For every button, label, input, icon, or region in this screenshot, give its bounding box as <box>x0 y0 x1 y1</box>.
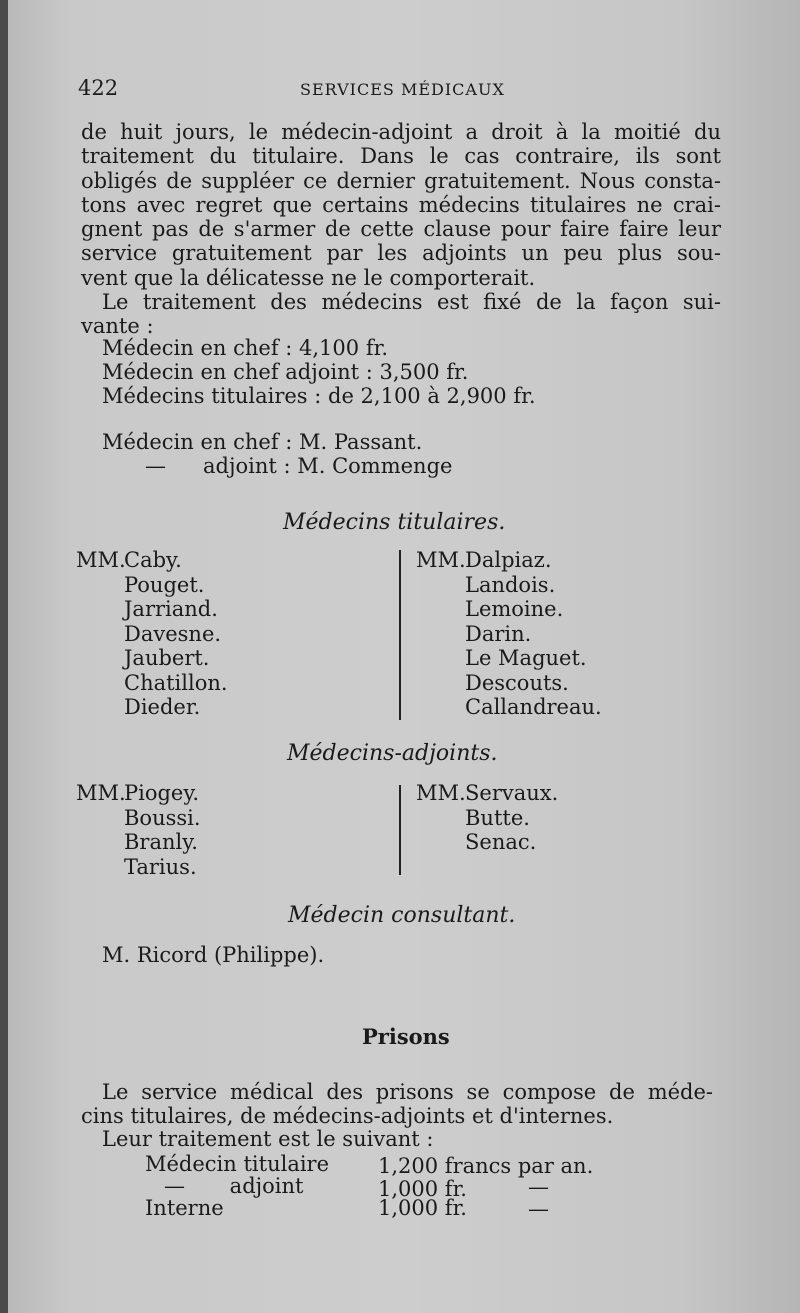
section-heading-consultant: Médecin consultant. <box>288 903 516 928</box>
name-entry: Jaubert. <box>124 646 210 670</box>
chief-line: Médecin en chef : M. Passant. <box>102 430 423 454</box>
text-line: de huit jours, le médecin-adjoint a droit à la moitié du <box>81 120 721 144</box>
name-entry: Tarius. <box>124 854 197 879</box>
salary-amount: 1,200 francs par an. <box>378 1154 594 1178</box>
text-line: service gratuitement par les adjoints un peu plus sou- <box>81 241 721 266</box>
text-line: gnent pas de s'armer de cette clause pour faire faire leur <box>81 217 721 242</box>
name-entry: Piogey. <box>124 781 200 805</box>
name-entry: Branly. <box>124 830 198 854</box>
book-spine-shadow <box>0 0 8 1313</box>
name-entry: Le Maguet. <box>465 646 587 670</box>
name-entry: Jarriand. <box>124 597 218 621</box>
name-entry: Butte. <box>465 805 530 830</box>
name-entry: Dalpiaz. <box>465 548 552 572</box>
text-line: Le service médical des prisons se compose de méde- <box>102 1080 713 1104</box>
text-line: traitement du titulaire. Dans le cas contraire, ils sont <box>81 144 721 169</box>
name-entry: Senac. <box>465 830 537 854</box>
name-entry: Descouts. <box>465 670 569 695</box>
salary-amount: 1,000 fr. <box>378 1196 467 1220</box>
text-line: Le traitement des médecins est fixé de la façon sui- <box>102 290 721 314</box>
name-entry: Chatillon. <box>124 670 228 695</box>
ditto-dash: — <box>528 1175 549 1199</box>
text-line: vent que la délicatesse ne le comporterait. <box>81 265 536 290</box>
ditto-dash: — <box>145 454 166 478</box>
prisons-salary-intro: Leur traitement est le suivant : <box>102 1127 434 1151</box>
column-divider <box>399 785 401 875</box>
text-line: vante : <box>81 314 154 339</box>
consultant-name: M. Ricord (Philippe). <box>102 943 325 967</box>
adjoint-chief-line: adjoint : M. Commenge <box>203 454 453 478</box>
name-entry: Boussi. <box>124 805 201 830</box>
section-heading-titulaires: Médecins titulaires. <box>283 510 506 535</box>
titulaires-prefix-right: MM. <box>416 548 466 572</box>
salary-label: Interne <box>145 1196 224 1220</box>
text-line: tons avec regret que certains médecins titulaires ne crai- <box>81 192 721 217</box>
section-heading-prisons: Prisons <box>362 1024 450 1049</box>
prisons-paragraph <box>81 1080 713 1129</box>
adjoints-prefix-left: MM. <box>76 781 126 805</box>
salary-line: Médecin en chef adjoint : 3,500 fr. <box>102 360 469 384</box>
column-divider <box>399 550 401 720</box>
name-entry: Caby. <box>124 548 182 572</box>
text-line: obligés de suppléer ce dernier gratuitement. Nous consta- <box>81 168 721 193</box>
salary-line: Médecin en chef : 4,100 fr. <box>102 336 388 360</box>
adjoints-left-column <box>124 781 201 879</box>
intro-paragraph <box>81 120 721 290</box>
section-heading-adjoints: Médecins-adjoints. <box>287 741 498 766</box>
name-entry: Landois. <box>465 572 556 597</box>
name-entry: Darin. <box>465 621 532 646</box>
ditto-dash: — <box>528 1197 549 1221</box>
salary-line: Médecins titulaires : de 2,100 à 2,900 fr. <box>102 384 536 408</box>
name-entry: Dieder. <box>124 695 201 719</box>
page-number: 422 <box>78 76 119 100</box>
text-line: cins titulaires, de médecins-adjoints et d'internes. <box>81 1104 614 1129</box>
adjoints-prefix-right: MM. <box>416 781 466 805</box>
titulaires-left-column <box>124 548 228 720</box>
salary-paragraph <box>81 290 721 339</box>
name-entry: Servaux. <box>465 781 559 805</box>
running-title: SERVICES MÉDICAUX <box>300 80 505 99</box>
salary-label: Médecin titulaire <box>145 1152 330 1176</box>
titulaires-right-column <box>465 548 602 720</box>
name-entry: Pouget. <box>124 572 205 597</box>
name-entry: Davesne. <box>124 621 222 646</box>
salary-amount: 1,000 fr. <box>378 1177 467 1201</box>
name-entry: Lemoine. <box>465 597 564 621</box>
titulaires-prefix-left: MM. <box>76 548 126 572</box>
salary-label: — adjoint <box>164 1174 304 1198</box>
name-entry: Callandreau. <box>465 695 602 719</box>
adjoints-right-column <box>465 781 558 855</box>
